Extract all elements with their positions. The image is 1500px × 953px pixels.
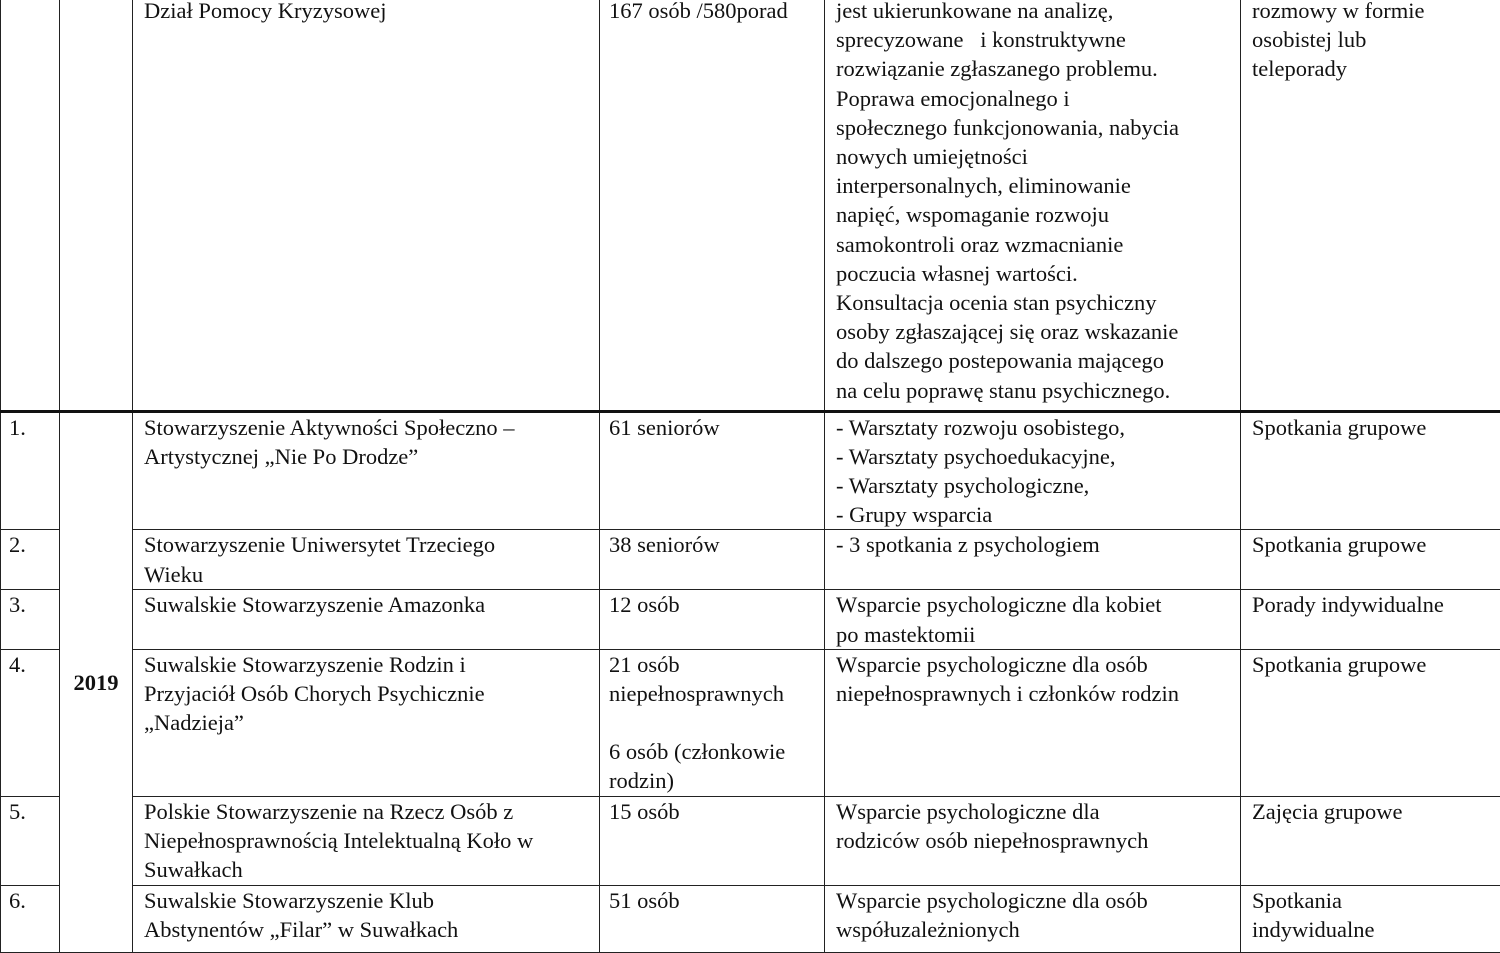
cell-number: 4. [1, 649, 60, 796]
text-line: Stowarzyszenie Aktywności Społeczno – [144, 413, 593, 442]
text-line: na celu poprawę stanu psychicznego. [836, 376, 1234, 405]
text-line: 6 osób (członkowie [609, 737, 818, 766]
text-line: po mastektomii [836, 620, 1234, 649]
text-line: Konsultacja ocenia stan psychiczny [836, 288, 1234, 317]
cell-description [825, 796, 1241, 885]
text-line: sprecyzowane i konstruktywne [836, 25, 1234, 54]
text-line: Zajęcia grupowe [1252, 797, 1494, 826]
text-line: 15 osób [609, 797, 818, 826]
cell-description [825, 590, 1241, 649]
text-line: - Grupy wsparcia [836, 500, 1234, 529]
cell-number: 2. [1, 530, 60, 590]
cell-year-empty [60, 0, 133, 411]
text-line: samokontroli oraz wzmacnianie [836, 230, 1234, 259]
cell-form [1241, 885, 1500, 952]
text-line: do dalszego postepowania mającego [836, 346, 1234, 375]
cell-organization [133, 411, 600, 530]
text-line: Dział Pomocy Kryzysowej [144, 0, 593, 25]
text-line: Spotkania grupowe [1252, 650, 1494, 679]
text-line: Polskie Stowarzyszenie na Rzecz Osób z [144, 797, 593, 826]
cell-organization [133, 885, 600, 952]
text-line: Suwalskie Stowarzyszenie Klub [144, 886, 593, 915]
text-line: Porady indywidualne [1252, 590, 1494, 619]
text-line: Przyjaciół Osób Chorych Psychicznie [144, 679, 593, 708]
text-line: „Nadzieja” [144, 708, 593, 737]
text-line: rozwiązanie zgłaszanego problemu. [836, 54, 1234, 83]
text-line: Spotkania grupowe [1252, 413, 1494, 442]
cell-description [825, 649, 1241, 796]
text-line: Spotkania grupowe [1252, 530, 1494, 559]
table-row [1, 885, 1500, 952]
text-line: osoby zgłaszającej się oraz wskazanie [836, 317, 1234, 346]
cell-number: 6. [1, 885, 60, 952]
cell-form [1241, 530, 1500, 590]
text-line: Wsparcie psychologiczne dla kobiet [836, 590, 1234, 619]
text-line: niepełnosprawnych i członków rodzin [836, 679, 1234, 708]
text-line: interpersonalnych, eliminowanie [836, 171, 1234, 200]
text-line: 12 osób [609, 590, 818, 619]
text-line: Artystycznej „Nie Po Drodze” [144, 442, 593, 471]
text-line: Wieku [144, 560, 593, 589]
text-line: Wsparcie psychologiczne dla osób [836, 650, 1234, 679]
text-line: Suwałkach [144, 855, 593, 884]
text-line: nowych umiejętności [836, 142, 1234, 171]
cell-participants [600, 885, 825, 952]
year-cell: 2019 [60, 411, 133, 952]
cell-participants [600, 590, 825, 649]
table-row [1, 411, 1500, 530]
text-line: osobistej lub [1252, 25, 1494, 54]
text-line: - 3 spotkania z psychologiem [836, 530, 1234, 559]
cell-form [1241, 590, 1500, 649]
cell-form [1241, 649, 1500, 796]
text-line: rozmowy w formie [1252, 0, 1494, 25]
text-line: Niepełnosprawnością Intelektualną Koło w [144, 826, 593, 855]
text-line: Suwalskie Stowarzyszenie Amazonka [144, 590, 593, 619]
cell-organization [133, 0, 600, 411]
cell-participants [600, 530, 825, 590]
cell-participants [600, 649, 825, 796]
cell-organization [133, 649, 600, 796]
cell-description [825, 530, 1241, 590]
text-line: teleporady [1252, 54, 1494, 83]
text-line: rodziców osób niepełnosprawnych [836, 826, 1234, 855]
text-line: Spotkania [1252, 886, 1494, 915]
cell-form [1241, 796, 1500, 885]
text-line: społecznego funkcjonowania, nabycia [836, 113, 1234, 142]
text-line: Suwalskie Stowarzyszenie Rodzin i [144, 650, 593, 679]
table-row [1, 530, 1500, 590]
text-line: napięć, wspomaganie rozwoju [836, 200, 1234, 229]
cell-participants [600, 796, 825, 885]
cell-number: 5. [1, 796, 60, 885]
cell-number [1, 0, 60, 411]
text-line: indywidualne [1252, 915, 1494, 944]
cell-number: 3. [1, 590, 60, 649]
text-line: 51 osób [609, 886, 818, 915]
text-line: - Warsztaty psychologiczne, [836, 471, 1234, 500]
cell-number: 1. [1, 411, 60, 530]
text-line: Stowarzyszenie Uniwersytet Trzeciego [144, 530, 593, 559]
text-line: - Warsztaty psychoedukacyjne, [836, 442, 1234, 471]
cell-description [825, 0, 1241, 411]
text-line: - Warsztaty rozwoju osobistego, [836, 413, 1234, 442]
text-line: Abstynentów „Filar” w Suwałkach [144, 915, 593, 944]
table-row [1, 590, 1500, 649]
table-row-continued [1, 0, 1500, 411]
text-line: współuzależnionych [836, 915, 1234, 944]
text-line: 21 osób [609, 650, 818, 679]
table-row [1, 796, 1500, 885]
spacer [609, 708, 818, 737]
text-line: 167 osób /580porad [609, 0, 818, 25]
text-line: 61 seniorów [609, 413, 818, 442]
cell-organization [133, 590, 600, 649]
text-line: poczucia własnej wartości. [836, 259, 1234, 288]
text-line: Poprawa emocjonalnego i [836, 84, 1234, 113]
cell-organization [133, 530, 600, 590]
text-line: jest ukierunkowane na analizę, [836, 0, 1234, 25]
cell-form [1241, 411, 1500, 530]
text-line: 38 seniorów [609, 530, 818, 559]
cell-participants [600, 411, 825, 530]
text-line: niepełnosprawnych [609, 679, 818, 708]
text-line: Wsparcie psychologiczne dla osób [836, 886, 1234, 915]
text-line: rodzin) [609, 766, 818, 795]
table-row [1, 649, 1500, 796]
cell-description [825, 885, 1241, 952]
cell-description [825, 411, 1241, 530]
cell-participants [600, 0, 825, 411]
cell-form [1241, 0, 1500, 411]
text-line: Wsparcie psychologiczne dla [836, 797, 1234, 826]
cell-organization [133, 796, 600, 885]
